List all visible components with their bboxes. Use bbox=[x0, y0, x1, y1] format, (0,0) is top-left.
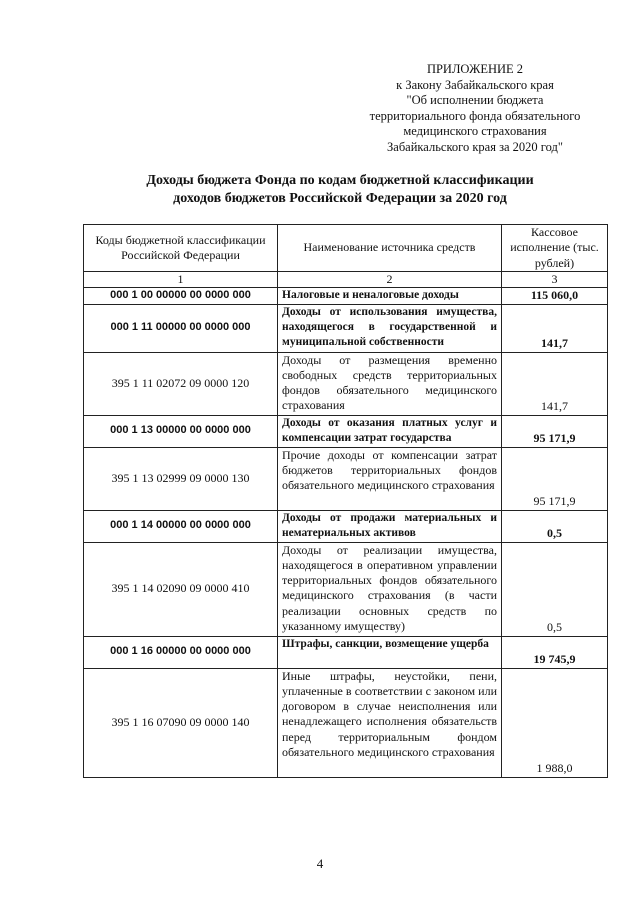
table-row bbox=[84, 542, 608, 636]
row-amount: 0,5 bbox=[502, 510, 608, 542]
table-row bbox=[84, 510, 608, 542]
column-number: 3 bbox=[502, 272, 608, 288]
row-amount: 19 745,9 bbox=[502, 636, 608, 668]
table-row bbox=[84, 415, 608, 447]
row-code: 395 1 13 02999 09 0000 130 bbox=[84, 447, 278, 510]
row-code: 395 1 16 07090 09 0000 140 bbox=[84, 668, 278, 777]
header-code: Коды бюджетной классификации Российской Федерации bbox=[84, 225, 278, 272]
row-code: 000 1 16 00000 00 0000 000 bbox=[84, 636, 278, 668]
income-table bbox=[83, 224, 608, 778]
table-header-row bbox=[84, 225, 608, 272]
column-number-row bbox=[84, 272, 608, 288]
row-code: 000 1 14 00000 00 0000 000 bbox=[84, 510, 278, 542]
row-code: 395 1 14 02090 09 0000 410 bbox=[84, 542, 278, 636]
column-number: 2 bbox=[278, 272, 502, 288]
row-name: Прочие доходы от компенсации затрат бюджетов территориальных фондов обязательного медицинского страхования bbox=[278, 447, 502, 510]
row-name: Доходы от использования имущества, находящегося в государственной и муниципальной собственности bbox=[278, 304, 502, 352]
table-row bbox=[84, 668, 608, 777]
table-row bbox=[84, 304, 608, 352]
appendix-line: территориального фонда обязательного bbox=[369, 108, 581, 123]
appendix-line: "Об исполнении бюджета bbox=[406, 93, 544, 107]
table-row bbox=[84, 636, 608, 668]
row-code: 000 1 11 00000 00 0000 000 bbox=[84, 304, 278, 352]
row-code: 395 1 11 02072 09 0000 120 bbox=[84, 352, 278, 415]
row-amount: 0,5 bbox=[502, 542, 608, 636]
row-name: Доходы от оказания платных услуг и компенсации затрат государства bbox=[278, 415, 502, 447]
appendix-line: ПРИЛОЖЕНИЕ 2 bbox=[426, 62, 524, 76]
page-number: 4 bbox=[316, 856, 324, 871]
row-amount: 141,7 bbox=[502, 304, 608, 352]
row-name: Доходы от продажи материальных и нематериальных активов bbox=[278, 510, 502, 542]
row-amount: 141,7 bbox=[502, 352, 608, 415]
row-amount: 95 171,9 bbox=[502, 415, 608, 447]
row-amount: 115 060,0 bbox=[502, 288, 608, 304]
appendix-header bbox=[330, 62, 620, 155]
row-code: 000 1 00 00000 00 0000 000 bbox=[84, 288, 278, 304]
row-name: Налоговые и неналоговые доходы bbox=[278, 288, 502, 304]
table-row bbox=[84, 352, 608, 415]
row-name: Доходы от размещения временно свободных средств территориальных фондов обязательного медицинского страхования bbox=[278, 352, 502, 415]
header-name: Наименование источника средств bbox=[278, 225, 502, 272]
table-row bbox=[84, 288, 608, 304]
appendix-line: Забайкальского края за 2020 год" bbox=[387, 139, 563, 154]
row-amount: 1 988,0 bbox=[502, 668, 608, 777]
appendix-line: медицинского страхования bbox=[403, 124, 547, 138]
row-name: Штрафы, санкции, возмещение ущерба bbox=[278, 636, 502, 668]
column-number: 1 bbox=[84, 272, 278, 288]
row-amount: 95 171,9 bbox=[502, 447, 608, 510]
row-code: 000 1 13 00000 00 0000 000 bbox=[84, 415, 278, 447]
title-line: Доходы бюджета Фонда по кодам бюджетной классификации bbox=[146, 173, 534, 188]
title-line: доходов бюджетов Российской Федерации за 2020 год bbox=[173, 191, 507, 206]
row-name: Иные штрафы, неустойки, пени, уплаченные в соответствии с законом или договором в случае неисполнения или ненадлежащего исполнения обязательств перед территориальным фондом обязательного медицинского страхования bbox=[278, 668, 502, 777]
header-amount: Кассовое исполнение (тыс. рублей) bbox=[502, 225, 608, 272]
row-name: Доходы от реализации имущества, находящегося в оперативном управлении территориальных фондов обязательного медицинского страхования (в части реализации основных средств по указанному имуществу) bbox=[278, 542, 502, 636]
appendix-line: к Закону Забайкальского края bbox=[396, 77, 554, 92]
table-row bbox=[84, 447, 608, 510]
document-title bbox=[40, 172, 640, 208]
